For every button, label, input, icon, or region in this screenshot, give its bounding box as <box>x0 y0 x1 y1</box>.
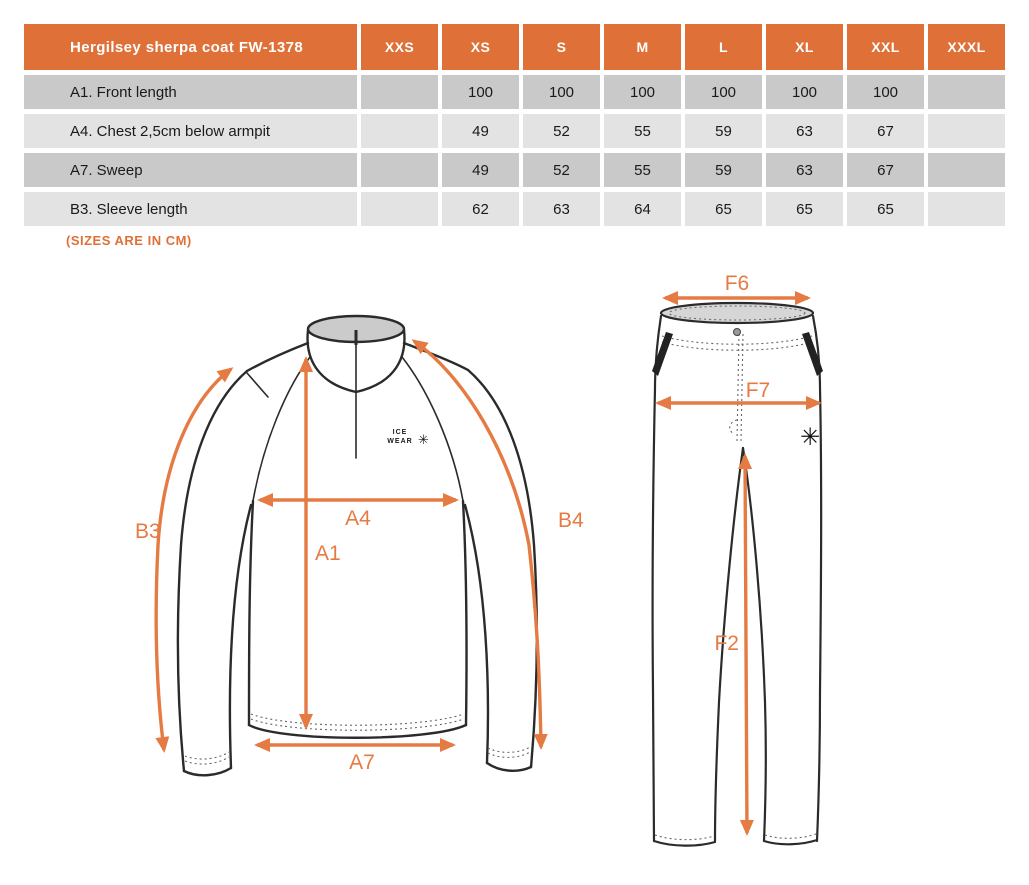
cell-value <box>361 153 438 187</box>
cell-value: 55 <box>604 153 681 187</box>
pants-arrows <box>658 298 819 833</box>
cell-value: 65 <box>766 192 843 226</box>
cell-value <box>928 75 1005 109</box>
right-pocket <box>802 332 823 376</box>
column-header: XXS <box>361 24 438 70</box>
measure-label-f2: F2 <box>714 632 739 655</box>
row-label: B3. Sleeve length <box>24 192 357 226</box>
jacket-arrows <box>156 341 541 750</box>
cell-value: 65 <box>847 192 924 226</box>
cell-value: 52 <box>523 153 600 187</box>
cell-value: 100 <box>442 75 519 109</box>
measure-label-a7: A7 <box>349 751 375 774</box>
cell-value <box>361 192 438 226</box>
column-header: M <box>604 24 681 70</box>
cell-value: 63 <box>766 114 843 148</box>
cell-value: 63 <box>523 192 600 226</box>
cell-value <box>928 153 1005 187</box>
jacket-outline <box>178 330 537 775</box>
waist-button <box>734 329 741 336</box>
arrow-b3 <box>156 369 231 750</box>
column-header: XL <box>766 24 843 70</box>
size-table <box>24 24 1005 226</box>
measure-label-a1: A1 <box>315 542 341 565</box>
pants-stitching <box>655 334 816 840</box>
measure-label-b4: B4 <box>558 509 584 532</box>
cell-value: 65 <box>685 192 762 226</box>
table-title: Hergilsey sherpa coat FW-1378 <box>24 24 357 70</box>
snowflake-icon: ✳ <box>799 424 821 451</box>
jacket-diagram <box>130 295 600 790</box>
cell-value: 100 <box>604 75 681 109</box>
column-header: XXL <box>847 24 924 70</box>
column-header: S <box>523 24 600 70</box>
cell-value: 59 <box>685 153 762 187</box>
cell-value: 49 <box>442 153 519 187</box>
row-label: A4. Chest 2,5cm below armpit <box>24 114 357 148</box>
icewear-logo-bottom: WEAR <box>387 438 413 445</box>
cell-value: 52 <box>523 114 600 148</box>
cell-value: 55 <box>604 114 681 148</box>
cell-value <box>928 114 1005 148</box>
cell-value: 63 <box>766 153 843 187</box>
column-header: XXXL <box>928 24 1005 70</box>
waistband-top <box>661 303 813 323</box>
cell-value: 100 <box>523 75 600 109</box>
arrow-b4 <box>414 341 541 747</box>
cell-value: 67 <box>847 114 924 148</box>
pants-diagram <box>640 272 875 872</box>
cell-value <box>361 114 438 148</box>
measure-label-b3: B3 <box>135 520 161 543</box>
row-label: A1. Front length <box>24 75 357 109</box>
column-header: XS <box>442 24 519 70</box>
measure-label-f7: F7 <box>745 379 771 402</box>
jacket-seams <box>247 343 463 501</box>
arrow-f2 <box>745 456 747 833</box>
cell-value: 64 <box>604 192 681 226</box>
cell-value <box>361 75 438 109</box>
cell-value: 59 <box>685 114 762 148</box>
cell-value: 67 <box>847 153 924 187</box>
column-header: L <box>685 24 762 70</box>
snowflake-icon: ✳ <box>418 432 429 447</box>
pants-outline <box>653 316 822 846</box>
cell-value <box>928 192 1005 226</box>
cell-value: 100 <box>766 75 843 109</box>
cell-value: 49 <box>442 114 519 148</box>
sizes-note: (SIZES ARE IN CM) <box>66 233 192 248</box>
cell-value: 100 <box>685 75 762 109</box>
cell-value: 62 <box>442 192 519 226</box>
measure-label-f6: F6 <box>724 272 750 295</box>
measure-label-a4: A4 <box>345 507 371 530</box>
row-label: A7. Sweep <box>24 153 357 187</box>
left-pocket <box>652 332 673 376</box>
icewear-logo-top: ICE <box>392 429 408 436</box>
cell-value: 100 <box>847 75 924 109</box>
